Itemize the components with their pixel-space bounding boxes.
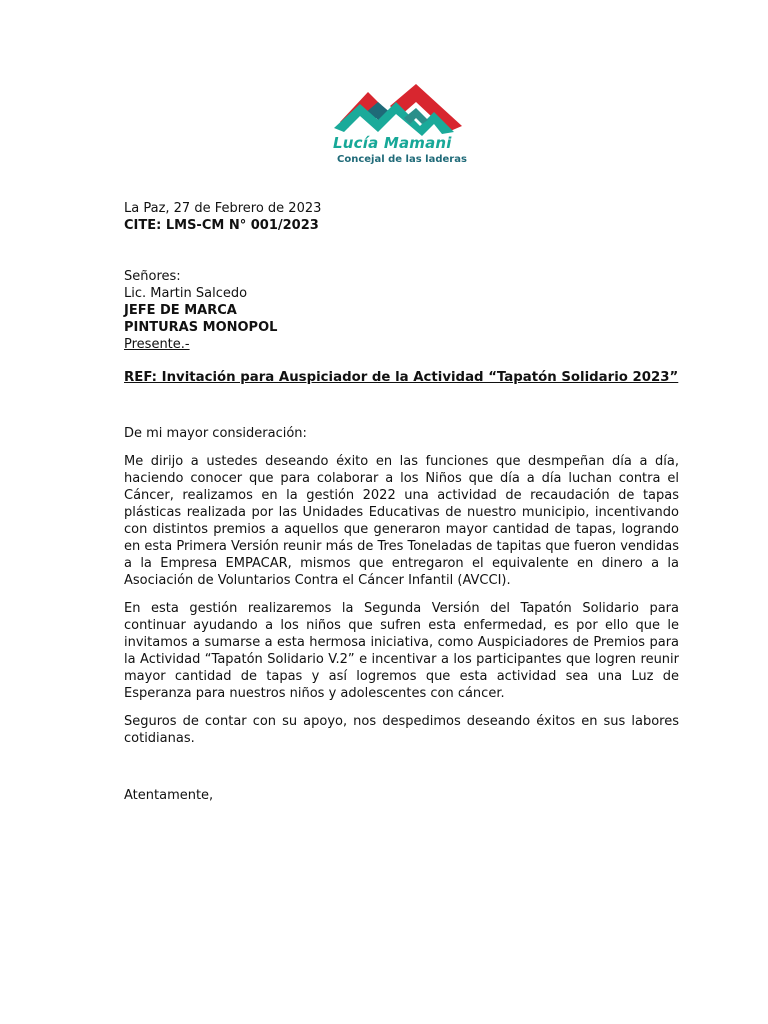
- logo-name: Lucía Mamani: [333, 134, 452, 152]
- logo: [330, 84, 466, 170]
- paragraph-1: Me dirijo a ustedes deseando éxito en las funciones que desmpeñan día a día, haciendo conocer que para colaborar a los Niños que día a día luchan contra el Cáncer, realizamos en la gestión 2022 una actividad de recaudación de tapas plásticas realizada por las Unidades Educativas de nuestro municipio, incentivando con distintos premios a aquellos que generaron mayor cantidad de tapas, logrando en esta Primera Versión reunir más de Tres Toneladas de tapitas que fueron vendidas a la Empresa EMPACAR, mismos que entregaron el equivalente en dinero a la Asociación de Voluntarios Contra el Cáncer Infantil (AVCCI).: [124, 454, 679, 588]
- cite-number: CITE: LMS-CM N° 001/2023: [124, 218, 319, 233]
- closing: Atentamente,: [124, 788, 214, 803]
- paragraph-2: En esta gestión realizaremos la Segunda Versión del Tapatón Solidario para continuar ayudando a los niños que sufren esta enfermedad, es por ello que le invitamos a sumarse a esta hermosa iniciativa, como Auspiciadores de Premios para la Actividad “Tapatón Solidario V.2” e incentivar a los participantes que logren reunir mayor cantidad de tapas y así logremos que esta actividad sea una Luz de Esperanza para nuestros niños y adolescentes con cáncer.: [124, 601, 679, 701]
- logo-subtitle: Concejal de las laderas: [337, 154, 467, 165]
- mountains-logo-icon: [330, 84, 466, 136]
- paragraph-3: Seguros de contar con su apoyo, nos despedimos deseando éxitos en sus labores cotidianas.: [124, 714, 679, 746]
- greeting: De mi mayor consideración:: [124, 426, 307, 441]
- salutation: Señores:: [124, 269, 181, 284]
- recipient-title: JEFE DE MARCA: [124, 303, 237, 318]
- presente: Presente.-: [124, 337, 190, 352]
- place-date: La Paz, 27 de Febrero de 2023: [124, 201, 322, 216]
- letter-body: [124, 200, 679, 804]
- reference-line: REF: Invitación para Auspiciador de la Actividad “Tapatón Solidario 2023”: [124, 370, 679, 385]
- recipient-name: Lic. Martin Salcedo: [124, 286, 248, 301]
- recipient-company: PINTURAS MONOPOL: [124, 320, 278, 335]
